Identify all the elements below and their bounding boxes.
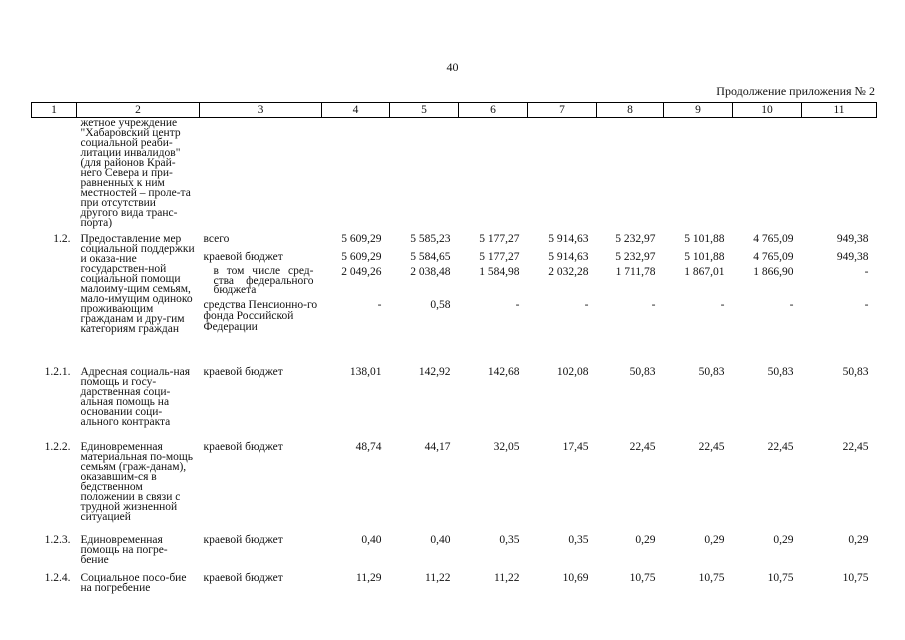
- value-cell: 0,29: [848, 534, 869, 546]
- column-number: 9: [664, 103, 733, 118]
- value-cell: 4 765,09 4 765,09 1 866,90 -: [753, 233, 794, 311]
- value-cell: 44,17: [424, 441, 451, 453]
- value-cell: 5 585,23 5 584,65 2 038,48 0,58: [410, 233, 451, 311]
- row-description: Адресная социаль-ная помощь и госу-дарственная соци-альная помощь на основании соци-ального контракта: [80, 366, 191, 428]
- source-label: краевой бюджет: [203, 441, 283, 453]
- value-cell: 17,45: [562, 441, 589, 453]
- value-cell: 10,75: [767, 572, 794, 584]
- value-cell: 11,22: [425, 572, 451, 584]
- column-number: 2: [77, 103, 200, 118]
- value-cell: 0,40: [430, 534, 451, 546]
- value-cell: 50,83: [698, 366, 725, 378]
- value-cell: 50,83: [629, 366, 656, 378]
- value-cell: 5 914,63 5 914,63 2 032,28 -: [548, 233, 589, 311]
- column-number: 1: [32, 103, 77, 118]
- table-row: [32, 234, 877, 367]
- source-label: в том числе сред-ства федерального бюджета: [213, 265, 314, 296]
- table-row: [32, 535, 877, 573]
- value-cell: 5 232,97 5 232,97 1 711,78 -: [615, 233, 656, 311]
- table-row: [32, 573, 877, 597]
- source-label: всего: [203, 233, 230, 245]
- column-number: 4: [322, 103, 390, 118]
- row-code: 1.2.3.: [44, 534, 71, 546]
- carry-over-row: [32, 118, 877, 235]
- column-number: 3: [200, 103, 322, 118]
- source-label: краевой бюджет: [203, 572, 283, 584]
- value-cell: 142,68: [487, 366, 520, 378]
- row-code: 1.2.1.: [44, 366, 71, 378]
- value-cell: 32,05: [493, 441, 520, 453]
- value-cell: 22,45: [842, 441, 869, 453]
- column-number: 5: [390, 103, 459, 118]
- value-cell: 0,35: [568, 534, 589, 546]
- row-description: Единовременная помощь на погре-бение: [80, 534, 168, 566]
- value-cell: 138,01: [349, 366, 382, 378]
- row-code: 1.2.4.: [44, 572, 71, 584]
- value-cell: 11,22: [494, 572, 520, 584]
- table-row: [32, 442, 877, 535]
- value-cell: 0,40: [361, 534, 382, 546]
- source-label: краевой бюджет: [203, 534, 283, 546]
- column-number-header: [32, 103, 877, 118]
- source-label: краевой бюджет: [203, 366, 283, 378]
- value-cell: 0,29: [704, 534, 725, 546]
- column-number: 7: [528, 103, 597, 118]
- source-label: средства Пенсионно-го фонда Российской Федерации: [203, 299, 318, 333]
- row-description: Предоставление мер социальной поддержки и оказа-ние государствен-ной социальной помощи малоиму-щим семьям, мало-имущим одиноко проживающим гражданам и дру-гим категориям граждан: [80, 233, 195, 335]
- source-label: краевой бюджет: [203, 251, 283, 263]
- value-cell: 48,74: [355, 441, 382, 453]
- value-cell: 142,92: [418, 366, 451, 378]
- row-code: 1.2.2.: [44, 441, 71, 453]
- value-cell: 5 177,27 5 177,27 1 584,98 -: [479, 233, 520, 311]
- value-cell: 50,83: [842, 366, 869, 378]
- column-number: 8: [597, 103, 664, 118]
- carry-over-text: жетное учреждение "Хабаровский центр социальной реаби-литации инвалидов" (для районов Край-него Севера и при-равненных к ним местностей – проле-та при отсутствии другого вида транс-порта): [80, 117, 191, 229]
- value-cell: 10,75: [842, 572, 869, 584]
- table-row: [32, 367, 877, 442]
- budget-table: [31, 102, 877, 597]
- row-code: 1.2.: [53, 233, 71, 245]
- row-description: Социальное посо-бие на погребение: [80, 572, 187, 594]
- value-cell: 5 609,29 5 609,29 2 049,26 -: [341, 233, 382, 311]
- value-cell: 22,45: [698, 441, 725, 453]
- value-cell: 102,08: [556, 366, 589, 378]
- row-description: Единовременная материальная по-мощь семьям (граж-данам), оказавшим-ся в бедственном положении в связи с трудной жизненной ситуацией: [80, 441, 194, 523]
- page-number: 40: [446, 60, 459, 74]
- value-cell: 11,29: [356, 572, 382, 584]
- value-cell: 0,29: [773, 534, 794, 546]
- value-cell: 0,35: [499, 534, 520, 546]
- value-cell: 10,69: [562, 572, 589, 584]
- value-cell: 5 101,88 5 101,88 1 867,01 -: [684, 233, 725, 311]
- column-number: 11: [802, 103, 877, 118]
- value-cell: 50,83: [767, 366, 794, 378]
- continuation-label: Продолжение приложения № 2: [716, 84, 875, 98]
- column-number: 6: [459, 103, 528, 118]
- value-cell: 22,45: [629, 441, 656, 453]
- value-cell: 10,75: [629, 572, 656, 584]
- value-cell: 0,29: [635, 534, 656, 546]
- value-cell: 10,75: [698, 572, 725, 584]
- value-cell: 949,38 949,38 - -: [836, 233, 869, 311]
- column-number: 10: [733, 103, 802, 118]
- value-cell: 22,45: [767, 441, 794, 453]
